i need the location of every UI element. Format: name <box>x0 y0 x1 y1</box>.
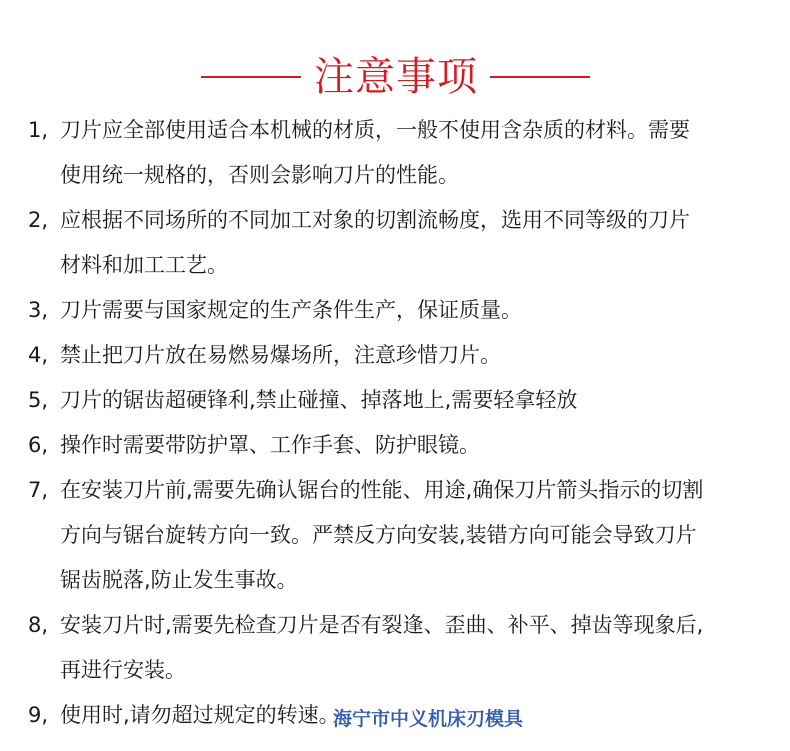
item-number: 1, <box>28 118 49 142</box>
item-text: 材料和加工工艺。 <box>60 253 228 277</box>
title-row <box>0 50 790 110</box>
item-number: 2, <box>28 208 49 232</box>
item-text: 安装刀片时,需要先检查刀片是否有裂逢、歪曲、补平、掉齿等现象后, <box>60 613 704 637</box>
item-text: 使用时,请勿超过规定的转速。 <box>60 703 340 727</box>
item-number: 9, <box>28 703 49 727</box>
item-text: 方向与锯台旋转方向一致。严禁反方向安装,装错方向可能会导致刀片 <box>60 523 697 547</box>
title-divider-right <box>490 76 590 78</box>
item-number: 8, <box>28 613 49 637</box>
item-text: 刀片应全部使用适合本机械的材质，一般不使用含杂质的材料。需要 <box>60 118 690 142</box>
item-text: 使用统一规格的，否则会影响刀片的性能。 <box>60 163 459 187</box>
item-text: 禁止把刀片放在易燃易爆场所，注意珍惜刀片。 <box>60 343 501 367</box>
item-number: 4, <box>28 343 49 367</box>
item-number: 6, <box>28 433 49 457</box>
item-text: 锯齿脱落,防止发生事故。 <box>60 568 298 592</box>
item-text: 刀片需要与国家规定的生产条件生产，保证质量。 <box>60 298 522 322</box>
item-text: 刀片的锯齿超硬锋利,禁止碰撞、掉落地上,需要轻拿轻放 <box>60 388 578 412</box>
item-text: 再进行安装。 <box>60 658 186 682</box>
company-watermark: 海宁市中义机床刃模具 <box>333 708 524 730</box>
title-divider-left <box>201 76 301 78</box>
item-number: 5, <box>28 388 49 412</box>
item-number: 3, <box>28 298 49 322</box>
item-number: 7, <box>28 478 49 502</box>
item-text: 在安装刀片前,需要先确认锯台的性能、用途,确保刀片箭头指示的切割 <box>60 478 704 502</box>
page-title: 注意事项 <box>314 54 478 100</box>
item-text: 应根据不同场所的不同加工对象的切割流畅度，选用不同等级的刀片 <box>60 208 690 232</box>
item-text: 操作时需要带防护罩、工作手套、防护眼镜。 <box>60 433 480 457</box>
